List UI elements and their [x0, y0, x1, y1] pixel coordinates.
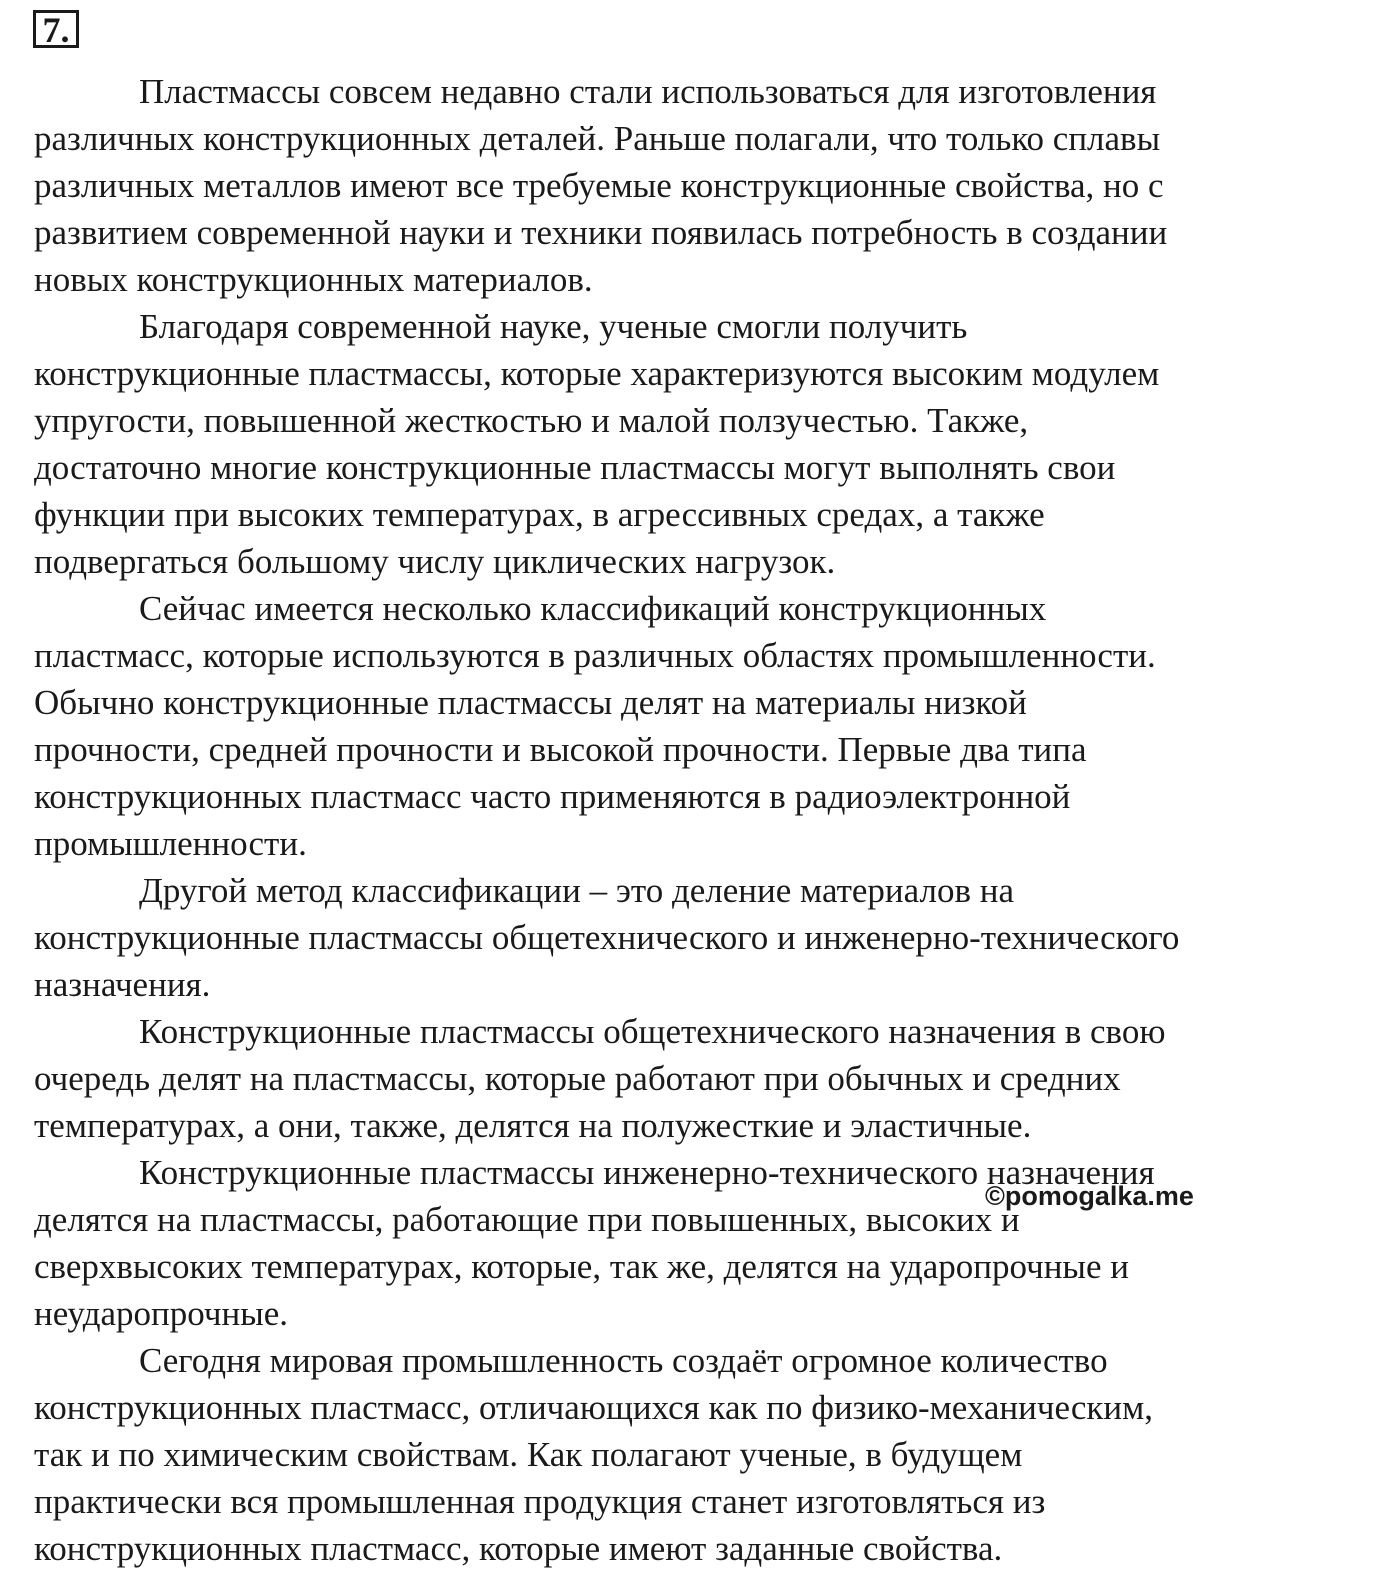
text-line: конструкционных пластмасс, отличающихся как по физико-механическим, — [34, 1388, 1154, 1427]
text-line: конструкционные пластмассы, которые характеризуются высоким модулем — [34, 354, 1160, 393]
paragraph-6 — [34, 1149, 1384, 1337]
text-line: развитием современной науки и техники появилась потребность в создании — [34, 213, 1168, 252]
text-line: конструкционных пластмасс часто применяются в радиоэлектронной — [34, 777, 1071, 816]
task-number-box: 7. — [33, 10, 79, 48]
text-line: назначения. — [34, 965, 211, 1004]
text-line: промышленности. — [34, 824, 307, 863]
text-line: делятся на пластмассы, работающие при повышенных, высоких и — [34, 1200, 1020, 1239]
paragraph-7 — [34, 1337, 1384, 1572]
text-line: неударопрочные. — [34, 1294, 288, 1333]
text-line: Обычно конструкционные пластмассы делят на материалы низкой — [34, 683, 1027, 722]
text-line: различных металлов имеют все требуемые конструкционные свойства, но с — [34, 166, 1164, 205]
paragraph-1 — [34, 68, 1384, 303]
site-watermark: ©pomogalka.me — [985, 1181, 1194, 1211]
paragraph-2 — [34, 303, 1384, 585]
paragraph-3 — [34, 585, 1384, 867]
text-line: конструкционные пластмассы общетехнического и инженерно-технического — [34, 918, 1180, 957]
text-line: сверхвысоких температурах, которые, так же, делятся на ударопрочные и — [34, 1247, 1129, 1286]
paragraph-5 — [34, 1008, 1384, 1149]
text-line: Конструкционные пластмассы инженерно-технического назначения — [139, 1153, 1155, 1192]
text-line: конструкционных пластмасс, которые имеют заданные свойства. — [34, 1529, 1003, 1568]
text-line: Сейчас имеется несколько классификаций конструкционных — [139, 589, 1047, 628]
document-body — [34, 68, 1384, 1572]
text-line: достаточно многие конструкционные пластмассы могут выполнять свои — [34, 448, 1116, 487]
text-line: Пластмассы совсем недавно стали использоваться для изготовления — [139, 72, 1157, 111]
paragraph-4 — [34, 867, 1384, 1008]
text-line: так и по химическим свойствам. Как полагают ученые, в будущем — [34, 1435, 1023, 1474]
text-line: температурах, а они, также, делятся на полужесткие и эластичные. — [34, 1106, 1032, 1145]
text-line: практически вся промышленная продукция станет изготовляться из — [34, 1482, 1046, 1521]
text-line: подвергаться большому числу циклических нагрузок. — [34, 542, 836, 581]
text-line: очередь делят на пластмассы, которые работают при обычных и средних — [34, 1059, 1121, 1098]
text-line: различных конструкционных деталей. Раньше полагали, что только сплавы — [34, 119, 1161, 158]
text-line: Другой метод классификации – это деление материалов на — [139, 871, 1014, 910]
text-line: новых конструкционных материалов. — [34, 260, 593, 299]
text-line: функции при высоких температурах, в агрессивных средах, а также — [34, 495, 1045, 534]
text-line: прочности, средней прочности и высокой прочности. Первые два типа — [34, 730, 1087, 769]
text-line: Благодаря современной науке, ученые смогли получить — [139, 307, 968, 346]
text-line: упругости, повышенной жесткостью и малой ползучестью. Также, — [34, 401, 1029, 440]
text-line: Конструкционные пластмассы общетехнического назначения в свою — [139, 1012, 1166, 1051]
text-line: пластмасс, которые используются в различных областях промышленности. — [34, 636, 1156, 675]
text-line: Сегодня мировая промышленность создаёт огромное количество — [139, 1341, 1108, 1380]
